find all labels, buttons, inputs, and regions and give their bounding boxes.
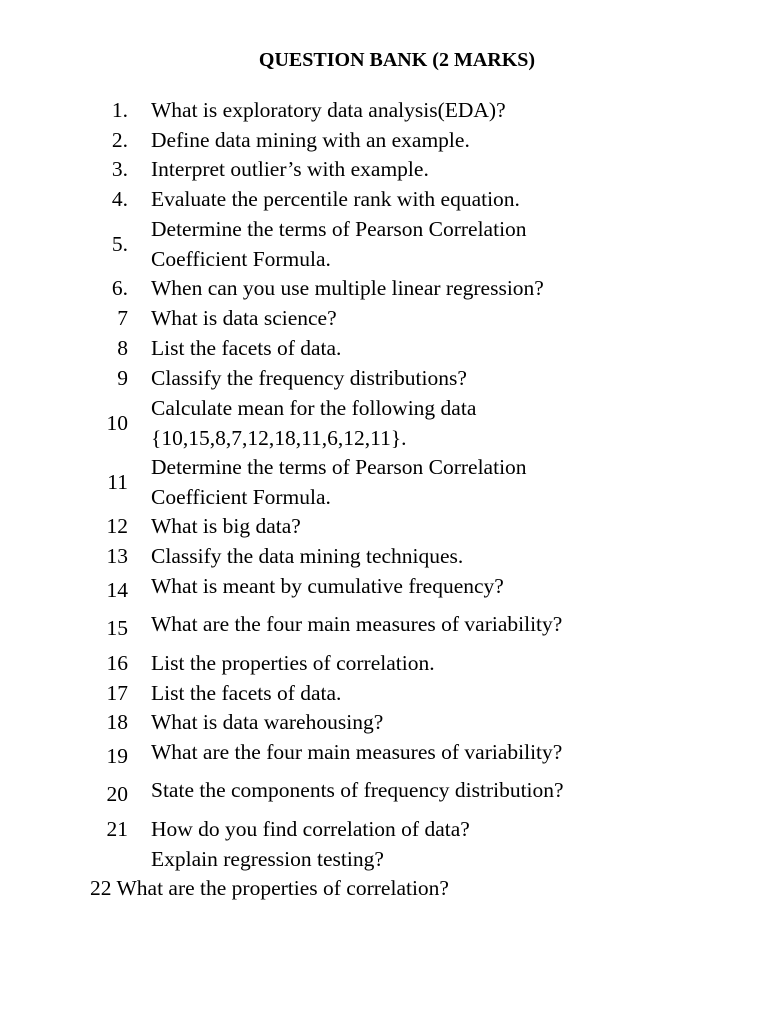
question-text-line: What is exploratory data analysis(EDA)? <box>151 98 506 122</box>
question-number: 6. <box>111 276 128 300</box>
question-text-line: What is data science? <box>151 306 337 330</box>
question-number: 13 <box>106 544 128 568</box>
question-text-line: List the facets of data. <box>151 681 342 705</box>
question-text-line: {10,15,8,7,12,18,11,6,12,11}. <box>151 426 407 450</box>
question-number: 20 <box>106 782 128 806</box>
question-text <box>151 678 711 708</box>
question-text-line: Interpret outlier’s with example. <box>151 157 429 181</box>
question-number: 21 <box>106 817 128 841</box>
question-text <box>151 511 711 541</box>
question-text <box>151 303 711 333</box>
question-text-line: State the components of frequency distribution? <box>151 778 564 802</box>
question-text-line: When can you use multiple linear regression? <box>151 276 544 300</box>
page-title: QUESTION BANK (2 MARKS) <box>258 49 536 71</box>
question-text <box>151 775 711 805</box>
question-text <box>151 609 711 639</box>
question-text <box>151 541 711 571</box>
question-number: 5. <box>111 232 128 256</box>
question-number: 18 <box>106 710 128 734</box>
question-number: 17 <box>106 681 128 705</box>
question-number: 19 <box>106 744 128 768</box>
question-text <box>151 184 711 214</box>
question-number: 10 <box>106 411 128 435</box>
question-text-line: Coefficient Formula. <box>151 247 331 271</box>
question-text <box>151 707 711 737</box>
question-text-line: Determine the terms of Pearson Correlation <box>151 455 527 479</box>
question-text-line: Classify the frequency distributions? <box>151 366 467 390</box>
question-text-line: What is big data? <box>151 514 301 538</box>
question-text-line: Coefficient Formula. <box>151 485 331 509</box>
question-text-line: Determine the terms of Pearson Correlation <box>151 217 527 241</box>
question-number: 7 <box>117 306 128 330</box>
question-text <box>151 273 711 303</box>
question-number: 2. <box>111 128 128 152</box>
question-text-line: Define data mining with an example. <box>151 128 470 152</box>
question-text <box>151 814 711 874</box>
question-number: 9 <box>117 366 128 390</box>
question-text <box>151 333 711 363</box>
question-number: 11 <box>107 470 128 494</box>
question-text <box>151 571 711 601</box>
question-text-line: How do you find correlation of data? <box>151 817 470 841</box>
question-text <box>151 393 711 453</box>
question-text-line: What are the four main measures of variability? <box>151 612 563 636</box>
question-text <box>151 648 711 678</box>
question-text-line: Classify the data mining techniques. <box>151 544 464 568</box>
question-22: 22 What are the properties of correlation? <box>90 876 449 900</box>
question-number: 1. <box>111 98 128 122</box>
question-text <box>151 154 711 184</box>
question-number: 15 <box>106 616 128 640</box>
question-number: 14 <box>106 578 128 602</box>
question-number: 16 <box>106 651 128 675</box>
question-text-line: What is data warehousing? <box>151 710 384 734</box>
question-text <box>151 363 711 393</box>
question-text <box>151 125 711 155</box>
question-text-line: What are the four main measures of variability? <box>151 740 563 764</box>
question-number: 3. <box>111 157 128 181</box>
question-text <box>151 452 711 512</box>
question-number: 8 <box>117 336 128 360</box>
question-text-line: List the facets of data. <box>151 336 342 360</box>
question-text-line: List the properties of correlation. <box>151 651 435 675</box>
question-text-line: What is meant by cumulative frequency? <box>151 574 504 598</box>
question-text-line: Explain regression testing? <box>151 847 384 871</box>
question-text <box>151 95 711 125</box>
question-number: 12 <box>106 514 128 538</box>
question-number: 4. <box>111 187 128 211</box>
question-text-line: Evaluate the percentile rank with equation. <box>151 187 520 211</box>
question-text <box>151 214 711 274</box>
question-text <box>151 737 711 767</box>
question-text-line: Calculate mean for the following data <box>151 396 477 420</box>
